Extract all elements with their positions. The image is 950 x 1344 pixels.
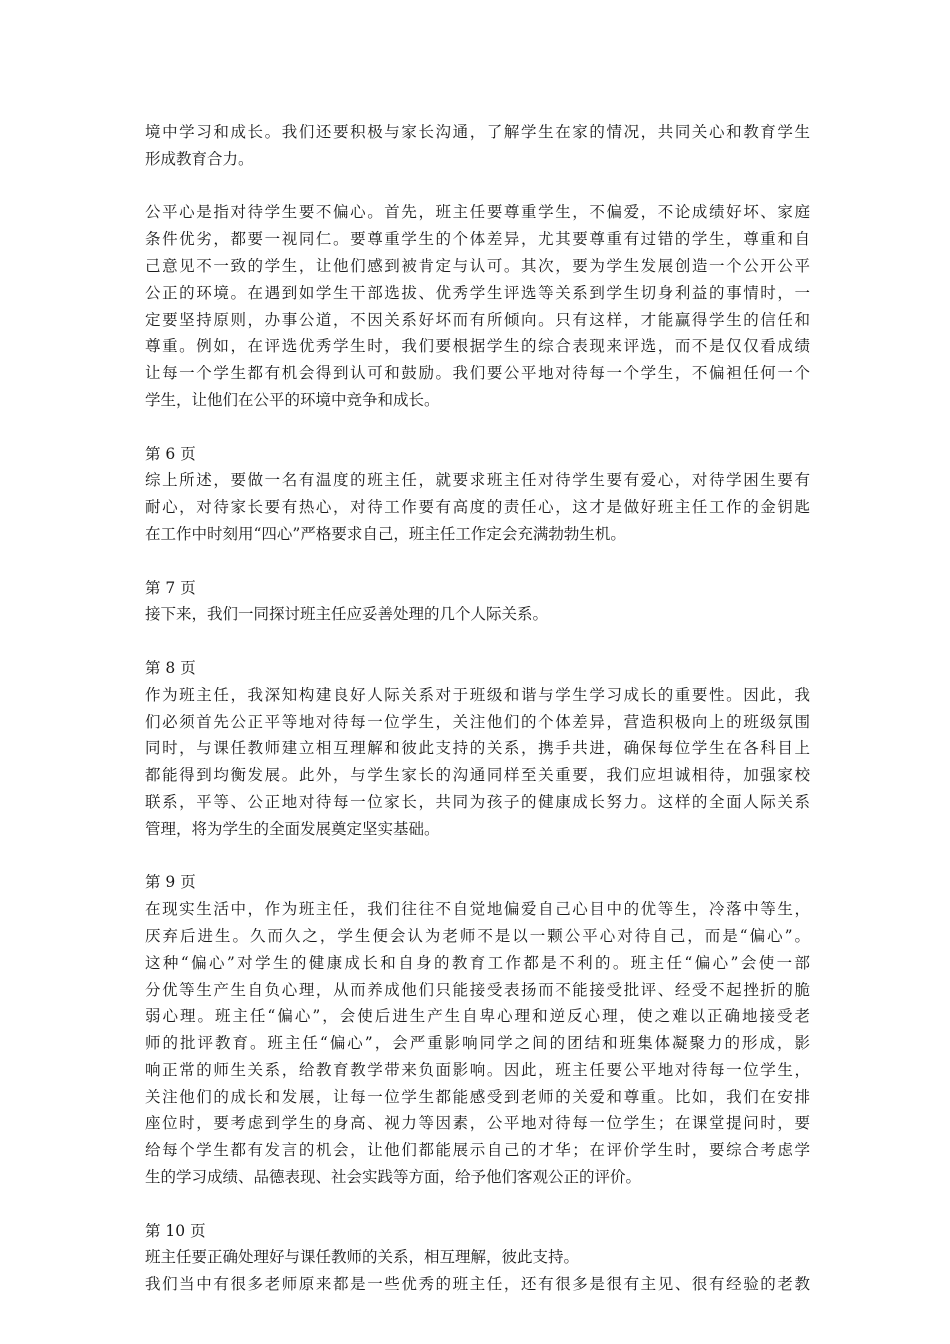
text-line: 给每个学生都有发言的机会，让他们都能展示自己的才华；在评价学生时，要综合考虑学 bbox=[145, 1141, 810, 1160]
text-line: 关注他们的成长和发展，让每一位学生都能感受到老师的关爱和尊重。比如，我们在安排 bbox=[145, 1087, 810, 1106]
text-line: 联系，平等、公正地对待每一位家长，共同为孩子的健康成长努力。这样的全面人际关系 bbox=[145, 792, 810, 811]
text-line: 尊重。例如，在评选优秀学生时，我们要根据学生的综合表现来评选，而不是仅仅看成绩 bbox=[145, 337, 810, 356]
text-line: 让每一个学生都有机会得到认可和鼓励。我们要公平地对待每一个学生，不偏袒任何一个 bbox=[145, 364, 810, 383]
text-line: 定要坚持原则，办事公道，不因关系好坏而有所倾向。只有这样，才能赢得学生的信任和 bbox=[145, 310, 810, 329]
text-line: 同时，与课任教师建立相互理解和彼此支持的关系，携手共进，确保每位学生在各科目上 bbox=[145, 739, 810, 758]
paragraph-gap bbox=[145, 628, 810, 655]
text-line: 公正的环境。在遇到如学生干部选拔、优秀学生评选等关系到学生切身利益的事情时，一 bbox=[145, 283, 810, 302]
text-line: 在现实生活中，作为班主任，我们往往不自觉地偏爱自己心目中的优等生，冷落中等生， bbox=[145, 900, 810, 919]
page-heading: 第 7 页 bbox=[145, 578, 196, 597]
paragraph-gap bbox=[145, 548, 810, 575]
paragraph-gap bbox=[145, 414, 810, 441]
text-line: 们必须首先公正平等地对待每一位学生，关注他们的个体差异，营造积极向上的班级氛围 bbox=[145, 712, 810, 731]
text-line: 己意见不一致的学生，让他们感到被肯定与认可。其次，要为学生发展创造一个公开公平 bbox=[145, 256, 810, 275]
text-line: 形成教育合力。 bbox=[145, 149, 254, 168]
text-line: 公平心是指对待学生要不偏心。首先，班主任要尊重学生，不偏爱，不论成绩好坏、家庭 bbox=[145, 203, 810, 222]
text-line: 接下来，我们一同探讨班主任应妥善处理的几个人际关系。 bbox=[145, 605, 549, 624]
text-line: 生的学习成绩、品德表现、社会实践等方面，给予他们客观公正的评价。 bbox=[145, 1168, 642, 1187]
paragraph-gap bbox=[145, 1191, 810, 1218]
text-line: 境中学习和成长。我们还要积极与家长沟通，了解学生在家的情况，共同关心和教育学生 bbox=[145, 123, 810, 141]
text-line: 师的批评教育。班主任“偏心”，会严重影响同学之间的团结和班集体凝聚力的形成，影 bbox=[145, 1034, 810, 1053]
text-line: 条件优劣，都要一视同仁。要尊重学生的个体差异，尤其要尊重有过错的学生，尊重和自 bbox=[145, 230, 810, 249]
text-line: 耐心，对待家长要有热心，对待工作要有高度的责任心，这才是做好班主任工作的金钥匙 bbox=[145, 498, 810, 517]
text-line: 我们当中有很多老师原来都是一些优秀的班主任，还有很多是很有主见、很有经验的老教 bbox=[145, 1275, 810, 1294]
page-heading: 第 6 页 bbox=[145, 444, 196, 463]
page-heading: 第 10 页 bbox=[145, 1221, 206, 1240]
text-line: 这种“偏心”对学生的健康成长和自身的教育工作都是不利的。班主任“偏心”会使一部 bbox=[145, 953, 810, 972]
text-line: 学生，让他们在公平的环境中竞争和成长。 bbox=[145, 390, 440, 409]
paragraph-gap bbox=[145, 173, 810, 200]
text-line: 班主任要正确处理好与课任教师的关系，相互理解，彼此支持。 bbox=[145, 1248, 580, 1267]
text-line: 作为班主任，我深知构建良好人际关系对于班级和谐与学生学习成长的重要性。因此，我 bbox=[145, 685, 810, 704]
text-line: 都能得到均衡发展。此外，与学生家长的沟通同样至关重要，我们应坦诚相待，加强家校 bbox=[145, 766, 810, 785]
text-line: 厌弃后进生。久而久之，学生便会认为老师不是以一颗公平心对待自己，而是“偏心”。 bbox=[145, 926, 810, 945]
text-line: 弱心理。班主任“偏心”，会使后进生产生自卑心理和逆反心理，使之难以正确地接受老 bbox=[145, 1007, 810, 1026]
document-body bbox=[145, 119, 810, 1298]
paragraph-gap bbox=[145, 843, 810, 870]
text-line: 座位时，要考虑到学生的身高、视力等因素，公平地对待每一位学生；在课堂提问时，要 bbox=[145, 1114, 810, 1133]
text-line: 综上所述，要做一名有温度的班主任，就要求班主任对待学生要有爱心，对待学困生要有 bbox=[145, 471, 810, 490]
page-heading: 第 9 页 bbox=[145, 873, 196, 892]
text-line: 在工作中时刻用“四心”严格要求自己，班主任工作定会充满勃勃生机。 bbox=[145, 524, 626, 543]
text-line: 响正常的师生关系，给教育教学带来负面影响。因此，班主任要公平地对待每一位学生， bbox=[145, 1060, 810, 1079]
text-line: 分优等生产生自负心理，从而养成他们只能接受表扬而不能接受批评、经受不起挫折的脆 bbox=[145, 980, 810, 999]
page-heading: 第 8 页 bbox=[145, 658, 196, 677]
text-line: 管理，将为学生的全面发展奠定坚实基础。 bbox=[145, 819, 440, 838]
